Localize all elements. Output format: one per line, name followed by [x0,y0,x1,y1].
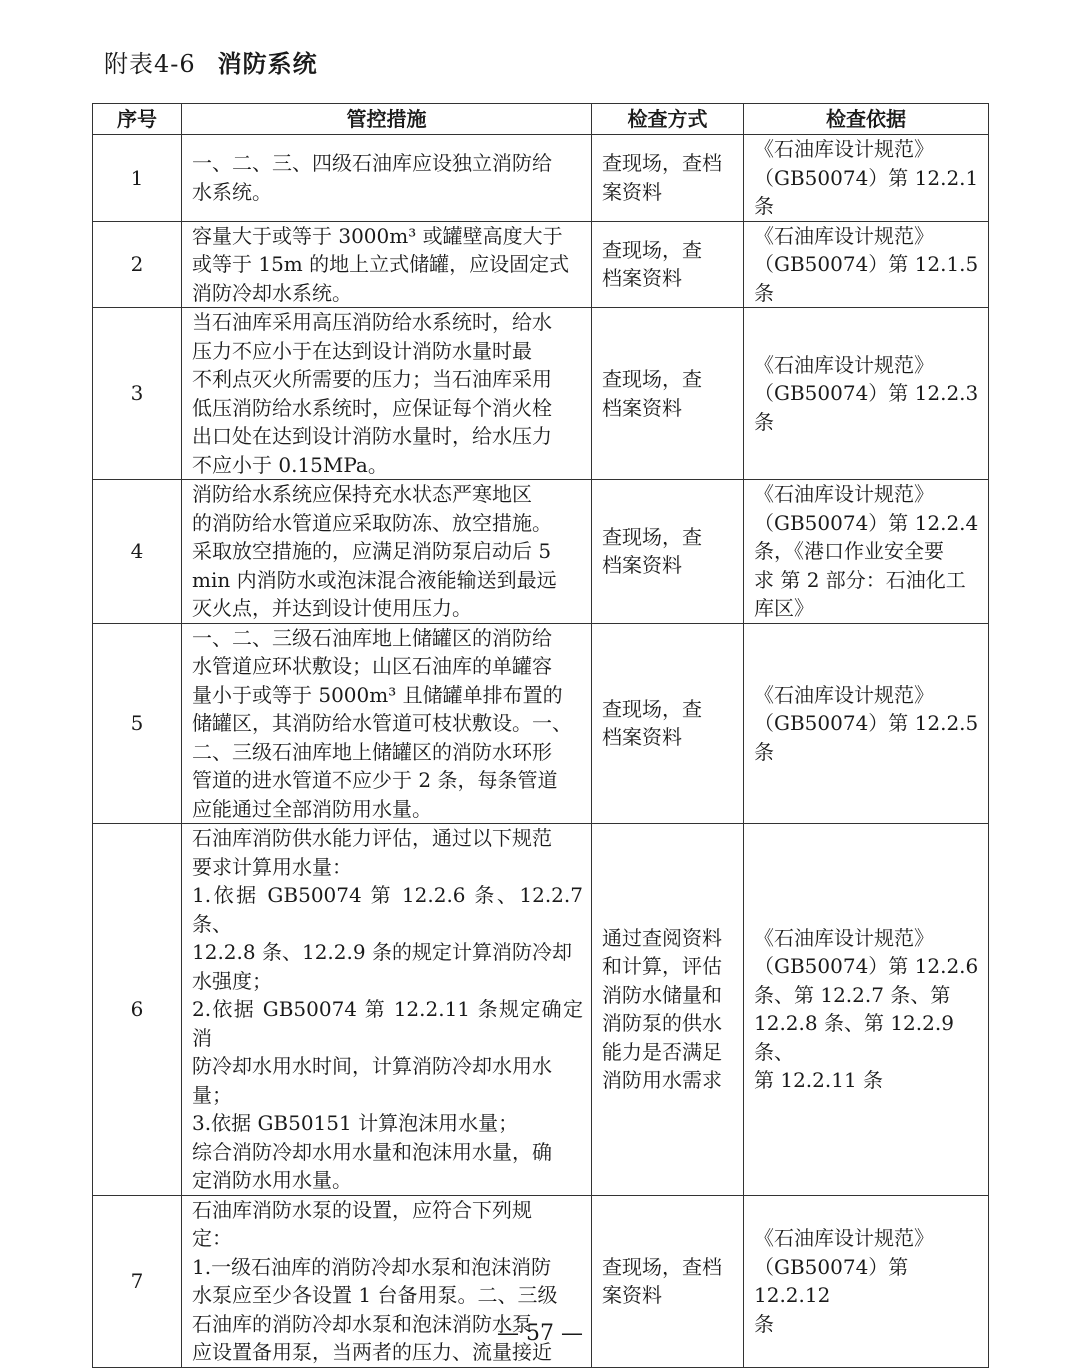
basis-line: 《石油库设计规范》 [754,1226,934,1250]
measure-line: 消防冷却水系统。 [192,280,352,305]
method-line: 查现场，查 [602,696,702,721]
row-number: 2 [93,221,182,308]
measure-line: 容量大于或等于 3000m³ 或罐壁高度大于 [192,223,563,248]
basis-line: 库区》 [754,596,814,620]
basis-line: （GB50074）第 12.2.3 [754,381,979,406]
control-measure-cell [182,480,592,624]
method-line: 通过查阅资料 [602,925,722,950]
method-line: 档案资料 [602,266,682,291]
basis-line: 条 [754,409,774,434]
inspection-method-cell [592,623,744,824]
inspection-method-cell [592,221,744,308]
method-line: 消防用水需求 [602,1068,722,1093]
control-measure-cell [182,308,592,480]
measure-line: 一、二、三级石油库地上储罐区的消防给 [192,625,552,650]
inspection-basis-cell [744,221,989,308]
row-number: 5 [93,623,182,824]
header-method: 检查方式 [592,104,744,135]
row-number: 1 [93,135,182,222]
table-row [93,824,989,1196]
measure-line: 储罐区，其消防给水管道可枝状敷设。一、 [192,711,572,735]
table-label: 附表4-6 [104,50,196,78]
basis-line: 条 [754,1311,774,1336]
measure-line: 定消防水用水量。 [192,1168,352,1192]
measure-line: 1.依据 GB50074 第 12.2.6 条、12.2.7 条、 [192,883,590,936]
row-number: 6 [93,824,182,1196]
measure-line: 管道的进水管道不应少于 2 条，每条管道 [192,768,558,792]
basis-line: 《石油库设计规范》 [754,223,934,248]
measure-line: 2.依据 GB50074 第 12.2.11 条规定确定消 [192,997,583,1050]
method-line: 案资料 [602,1283,662,1307]
control-measure-cell [182,221,592,308]
table-body [93,135,989,1368]
basis-line: 《石油库设计规范》 [754,682,934,707]
basis-line: （GB50074）第 12.1.5 [754,252,979,276]
basis-line: （GB50074）第 12.2.6 [754,954,979,979]
inspection-basis-cell [744,623,989,824]
measure-line: 水管道应环状敷设；山区石油库的单罐容 [192,654,552,678]
method-line: 档案资料 [602,553,682,578]
measure-line: 应设置备用泵，当两者的压力、流量接近 [192,1340,552,1364]
measure-line: 石油库的消防冷却水泵和泡沫消防水泵 [192,1311,532,1336]
basis-line: （GB50074）第 12.2.5 [754,711,979,735]
measure-line: 水泵应至少各设置 1 台备用泵。二、三级 [192,1283,558,1307]
measure-line: 1.一级石油库的消防冷却水泵和泡沫消防 [192,1254,552,1279]
measure-line: 应能通过全部消防用水量。 [192,796,432,821]
basis-line: 条，《港口作业安全要 [754,539,944,563]
table-row [93,480,989,624]
table-row [93,221,989,308]
method-line: 案资料 [602,179,662,204]
control-measure-cell [182,135,592,222]
measure-line: 防冷却水用水时间，计算消防冷却水用水 [192,1054,552,1078]
inspection-method-cell [592,824,744,1196]
method-line: 和计算，评估 [602,954,722,979]
fire-protection-table [92,103,989,1368]
method-line: 档案资料 [602,395,682,420]
basis-line: （GB50074）第 12.2.12 [754,1254,909,1307]
method-line: 消防泵的供水 [602,1011,722,1036]
basis-line: 条 [754,194,774,218]
method-line: 查现场，查档 [602,1254,722,1279]
basis-line: 求 第 2 部分：石油化工 [754,567,966,592]
method-line: 查现场，查 [602,367,702,391]
measure-line: 12.2.8 条、12.2.9 条的规定计算消防冷却 [192,940,572,964]
header-measure: 管控措施 [182,104,592,135]
measure-line: 出口处在达到设计消防水量时，给水压力 [192,424,552,448]
measure-line: 综合消防冷却水用水量和泡沫用水量，确 [192,1139,552,1164]
measure-line: 的消防给水管道应采取防冻、放空措施。 [192,510,552,535]
measure-line: 低压消防给水系统时，应保证每个消火栓 [192,395,552,420]
measure-line: 量； [192,1082,232,1107]
table-row [93,135,989,222]
method-line: 查现场，查档 [602,151,722,176]
measure-line: 当石油库采用高压消防给水系统时，给水 [192,310,552,334]
inspection-basis-cell [744,308,989,480]
measure-line: 不利点灭火所需要的压力；当石油库采用 [192,367,552,391]
basis-line: （GB50074）第 12.2.1 [754,165,979,190]
basis-line: 《石油库设计规范》 [754,352,934,377]
method-line: 消防水储量和 [602,982,722,1007]
method-line: 档案资料 [602,725,682,750]
measure-line: 一、二、三、四级石油库应设独立消防给 [192,151,552,176]
basis-line: 《石油库设计规范》 [754,137,934,161]
header-basis: 检查依据 [744,104,989,135]
measure-line: 量小于或等于 5000m³ 且储罐单排布置的 [192,682,563,707]
table-row [93,623,989,824]
measure-line: 二、三级石油库地上储罐区的消防水环形 [192,739,552,764]
measure-line: 压力不应小于在达到设计消防水量时最 [192,338,532,363]
inspection-method-cell [592,480,744,624]
header-no: 序号 [93,104,182,135]
inspection-method-cell [592,135,744,222]
measure-line: 石油库消防供水能力评估，通过以下规范 [192,826,552,850]
inspection-method-cell [592,308,744,480]
measure-line: 石油库消防水泵的设置，应符合下列规 [192,1197,532,1222]
page-title [104,44,318,79]
measure-line: 不应小于 0.15MPa。 [192,452,388,477]
measure-line: 要求计算用水量： [192,854,352,879]
measure-line: 或等于 15m 的地上立式储罐，应设固定式 [192,252,570,276]
basis-line: 第 12.2.11 条 [754,1068,884,1093]
row-number: 7 [93,1195,182,1367]
basis-line: 条 [754,739,774,764]
measure-line: 水强度； [192,968,272,993]
table-header-row [93,104,989,135]
inspection-basis-cell [744,824,989,1196]
basis-line: 《石油库设计规范》 [754,925,934,950]
method-line: 能力是否满足 [602,1039,722,1064]
basis-line: 《石油库设计规范》 [754,482,934,506]
measure-line: 水系统。 [192,179,272,204]
table-name: 消防系统 [217,50,318,78]
measure-line: 灭火点，并达到设计使用压力。 [192,596,472,620]
table-row [93,308,989,480]
inspection-basis-cell [744,480,989,624]
measure-line: 定： [192,1226,232,1250]
measure-line: 消防给水系统应保持充水状态严寒地区 [192,482,532,506]
row-number: 4 [93,480,182,624]
method-line: 查现场，查 [602,237,702,262]
basis-line: 条 [754,280,774,305]
row-number: 3 [93,308,182,480]
control-measure-cell [182,623,592,824]
measure-line: min 内消防水或泡沫混合液能输送到最远 [192,567,557,592]
basis-line: 12.2.8 条、第 12.2.9 条、 [754,1011,954,1064]
page-number: — 57 — [497,1321,583,1346]
method-line: 查现场，查 [602,524,702,549]
basis-line: （GB50074）第 12.2.4 [754,510,979,535]
control-measure-cell [182,824,592,1196]
measure-line: 3.依据 GB50151 计算泡沫用水量； [192,1111,519,1135]
basis-line: 条、第 12.2.7 条、第 [754,982,951,1007]
inspection-basis-cell [744,135,989,222]
measure-line: 采取放空措施的，应满足消防泵启动后 5 [192,539,552,563]
